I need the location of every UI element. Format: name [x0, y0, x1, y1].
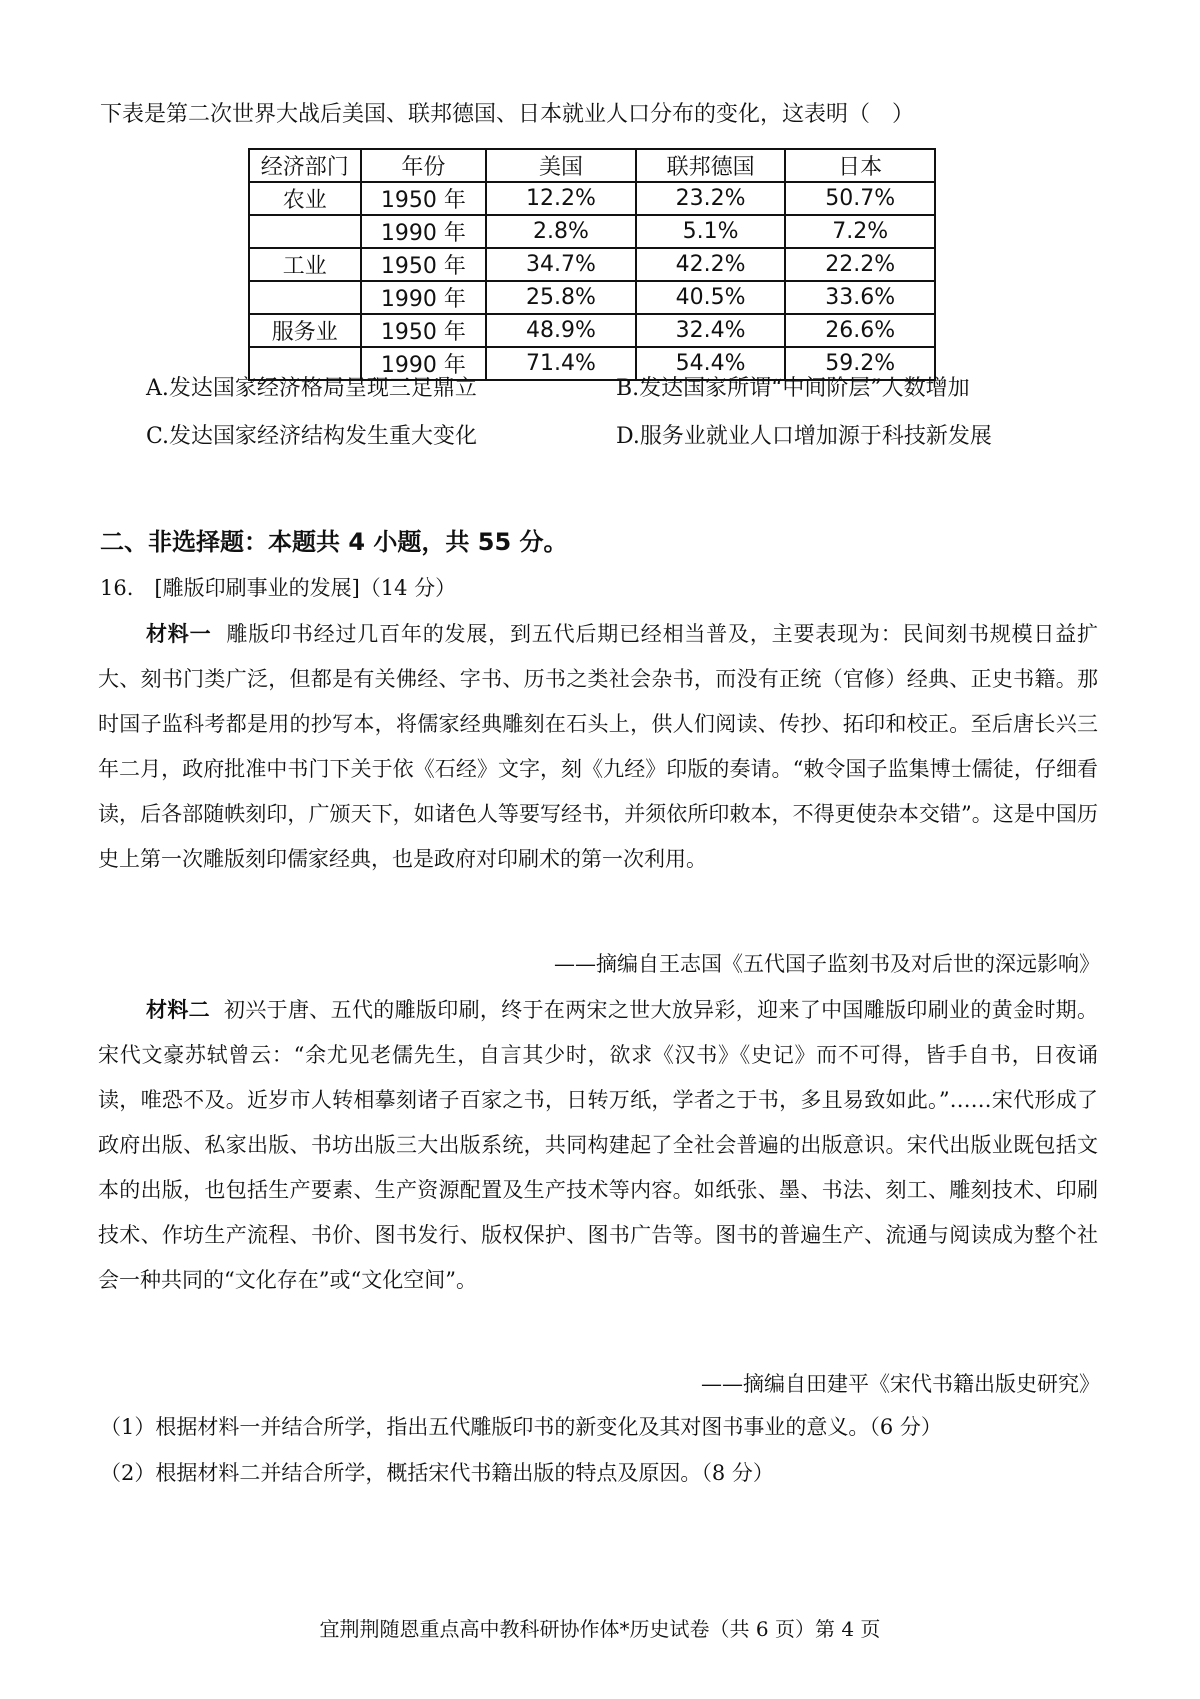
- table-cell: 5.1%: [636, 215, 786, 248]
- table-cell: 22.2%: [785, 248, 935, 281]
- table-cell: 7.2%: [785, 215, 935, 248]
- table-cell: 1990 年: [361, 347, 487, 380]
- table-header-cell: 年份: [361, 149, 487, 182]
- table-cell: 33.6%: [785, 281, 935, 314]
- table-cell: 1950 年: [361, 182, 487, 215]
- employment-table: [248, 148, 936, 381]
- sub-question-2: （2）根据材料二并结合所学，概括宋代书籍出版的特点及原因。（8 分）: [100, 1461, 774, 1485]
- material-one-source: ——摘编自王志国《五代国子监刻书及对后世的深远影响》: [554, 952, 1100, 976]
- table-cell: 50.7%: [785, 182, 935, 215]
- table-cell: 1950 年: [361, 248, 487, 281]
- table-cell: [249, 215, 361, 248]
- table-cell: 59.2%: [785, 347, 935, 380]
- table-header-row: [249, 149, 935, 182]
- table-cell: 12.2%: [486, 182, 636, 215]
- table-cell: 服务业: [249, 314, 361, 347]
- table-cell: 34.7%: [486, 248, 636, 281]
- table-cell: 54.4%: [636, 347, 786, 380]
- table-row: [249, 182, 935, 215]
- table-cell: 26.6%: [785, 314, 935, 347]
- table-header-cell: 经济部门: [249, 149, 361, 182]
- option-c: C.发达国家经济结构发生重大变化: [146, 424, 478, 449]
- table-row: [249, 248, 935, 281]
- table-cell: 1990 年: [361, 281, 487, 314]
- table-cell: 48.9%: [486, 314, 636, 347]
- table-cell: 1950 年: [361, 314, 487, 347]
- material-two-label: 材料二: [146, 998, 210, 1022]
- table-cell: 1990 年: [361, 215, 487, 248]
- table-row: [249, 215, 935, 248]
- question-15-stem-text: 下表是第二次世界大战后美国、联邦德国、日本就业人口分布的变化，这表明（ ）: [100, 102, 915, 127]
- material-two-paragraph: [98, 988, 1098, 1303]
- material-one-paragraph: [98, 612, 1098, 882]
- table-row: [249, 314, 935, 347]
- material-two-text: 初兴于唐、五代的雕版印刷，终于在两宋之世大放异彩，迎来了中国雕版印刷业的黄金时期。宋代文豪苏轼曾云：“余尤见老儒先生，自言其少时，欲求《汉书》《史记》而不可得，皆手自书，日夜诵读，唯恐不及。近岁市人转相摹刻诸子百家之书，日转万纸，学者之于书，多且易致如此。”……宋代形成了政府出版、私家出版、书坊出版三大出版系统，共同构建起了全社会普遍的出版意识。宋代出版业既包括文本的出版，也包括生产要素、生产资源配置及生产技术等内容。如纸张、墨、书法、刻工、雕刻技术、印刷技术、作坊生产流程、书价、图书发行、版权保护、图书广告等。图书的普遍生产、流通与阅读成为整个社会一种共同的“文化存在”或“文化空间”。: [98, 998, 1099, 1292]
- table-cell: 42.2%: [636, 248, 786, 281]
- option-a: A.发达国家经济格局呈现三足鼎立: [146, 376, 477, 401]
- page-footer: 宜荆荆随恩重点高中教科研协作体*历史试卷（共 6 页）第 4 页: [319, 1617, 881, 1641]
- option-b: B.发达国家所谓“中间阶层”人数增加: [616, 376, 970, 401]
- table-header-cell: 日本: [785, 149, 935, 182]
- question-15-stem: [100, 100, 1110, 130]
- sub-question-1: （1）根据材料一并结合所学，指出五代雕版印书的新变化及其对图书事业的意义。（6 分）: [100, 1415, 942, 1439]
- table-header-cell: 美国: [486, 149, 636, 182]
- material-one-text: 雕版印书经过几百年的发展，到五代后期已经相当普及，主要表现为：民间刻书规模日益扩大、刻书门类广泛，但都是有关佛经、字书、历书之类社会杂书，而没有正统（官修）经典、正史书籍。那时国子监科考都是用的抄写本，将儒家经典雕刻在石头上，供人们阅读、传抄、拓印和校正。至后唐长兴三年二月，政府批准中书门下关于依《石经》文字，刻《九经》印版的奏请。“敕令国子监集博士儒徒，仔细看读，后各部随帙刻印，广颁天下，如诸色人等要写经书，并须依所印敕本，不得更使杂本交错”。这是中国历史上第一次雕版刻印儒家经典，也是政府对印刷术的第一次利用。: [98, 622, 1099, 871]
- table-cell: 农业: [249, 182, 361, 215]
- table-cell: [249, 281, 361, 314]
- table-cell: 工业: [249, 248, 361, 281]
- table-cell: 40.5%: [636, 281, 786, 314]
- table-cell: 25.8%: [486, 281, 636, 314]
- table-cell: 23.2%: [636, 182, 786, 215]
- question-16-title: 16. [雕版印刷事业的发展]（14 分）: [100, 576, 457, 600]
- option-d: D.服务业就业人口增加源于科技新发展: [616, 424, 992, 449]
- table-cell: 32.4%: [636, 314, 786, 347]
- section-two-heading: 二、非选择题：本题共 4 小题，共 55 分。: [100, 528, 568, 556]
- table-header-cell: 联邦德国: [636, 149, 786, 182]
- material-one-label: 材料一: [146, 622, 212, 646]
- material-two-source: ——摘编自田建平《宋代书籍出版史研究》: [701, 1372, 1100, 1396]
- table-cell: 71.4%: [486, 347, 636, 380]
- table-cell: 2.8%: [486, 215, 636, 248]
- table-row: [249, 281, 935, 314]
